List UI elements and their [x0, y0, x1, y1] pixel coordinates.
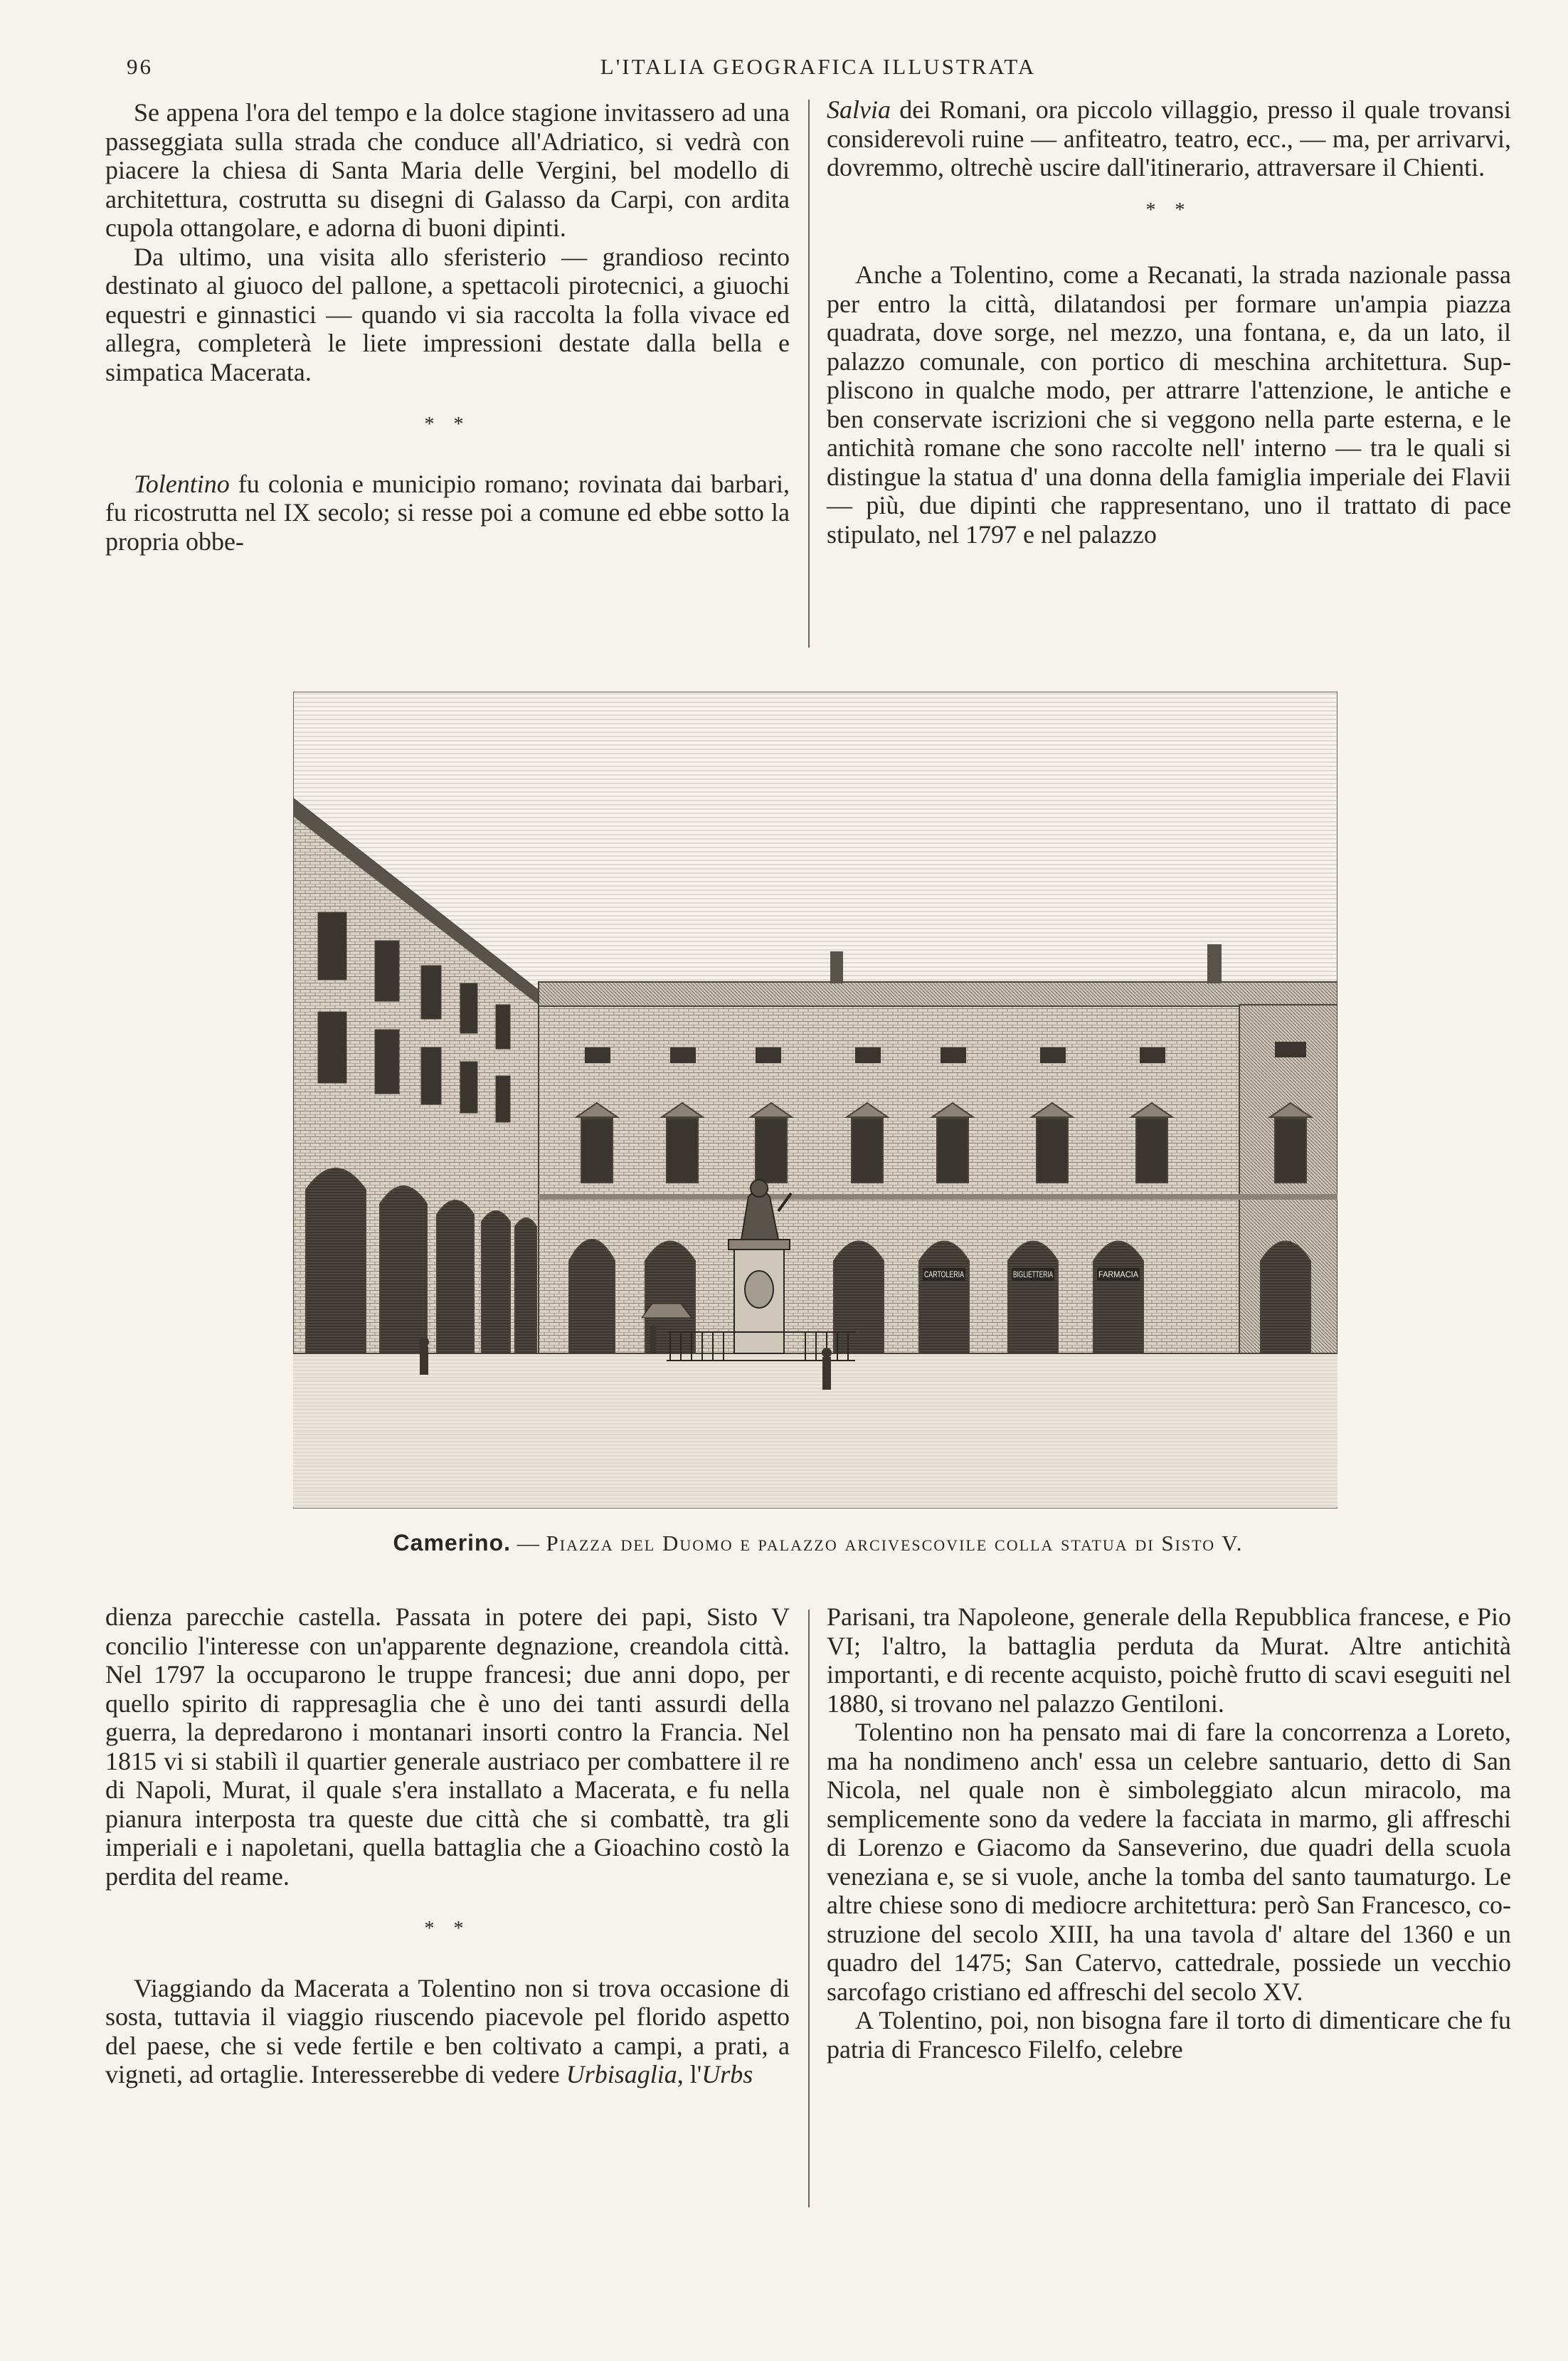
paragraph-text: Viaggiando da Macerata a Tolentino non si trova occasione di sosta, tuttavia il viaggio riuscendo piacevole pel florido aspetto del paese, che si vede fertile e ben coltivato a campi, a prati, a vigneti, ad ortaglie. Interesserebbe di vedere — [105, 1973, 790, 2088]
chimney — [830, 951, 843, 983]
column-divider — [808, 100, 810, 648]
paragraph: Se appena l'ora del tempo e la dolce stagione invitassero ad una passeggiata sulla strada che conduce all'Adriatico, si vedrà con piacere la chiesa di Santa Maria delle Vergini, bel modello di architettura, costrutta su disegni di Galasso da Carpi, con ardita cupola ottangolare, e adorna di buoni dipinti. — [105, 98, 790, 242]
paragraph: Da ultimo, una visita allo sferisterio — grandioso recinto destinato al giuoco del pallone, a spettacoli pirotecnici, a giuochi equestri e ginnastici — quando vi sia raccolta la folla vivace ed allegra, completerà le liete impressioni destate dalla bella e simpatica Macerata. — [105, 242, 790, 386]
section-asterism: * * — [424, 413, 471, 435]
paragraph — [827, 95, 1511, 182]
column-bottom-right — [827, 1602, 1511, 2064]
italic-place-name: Urbisaglia — [566, 2060, 677, 2088]
figure-caption — [121, 1530, 1515, 1556]
paragraph — [105, 470, 790, 556]
string-course — [539, 1194, 1337, 1200]
column-top-right — [827, 95, 1511, 549]
paragraph — [105, 1974, 790, 2089]
running-title: L'ITALIA GEOGRAFICA ILLUSTRATA — [600, 54, 1037, 79]
paragraph: Parisani, tra Napoleone, generale della Repubblica francese, e Pio VI; l'altro, la battaglia perduta da Murat. Altre antichità importanti, e di recente acquisto, poichè frutto di scavi eseguiti nel 1880, si trovano nel palazzo Gentiloni. — [827, 1602, 1511, 1718]
italic-place-name: Salvia — [827, 95, 891, 124]
shop-sign-1: CARTOLERIA — [924, 1269, 964, 1279]
shop-signs — [923, 1268, 1140, 1281]
paragraph-text: dei Romani, ora piccolo villaggio, presso il quale trovansi considerevoli ruine — anfiteatro, teatro, ecc., — ma, per arrivarvi, dovremmo, oltrechè uscire dall'itinerario, attraversare il Chienti. — [827, 95, 1511, 181]
paragraph: A Tolentino, poi, non bisogna fare il torto di dimenticare che fu patria di Francesco Filelfo, celebre — [827, 2006, 1511, 2064]
paragraph: Anche a Tolentino, come a Recanati, la strada nazionale passa per entro la città, dilatandosi per formare un'ampia piazza quadrata, dove sorge, nel mezzo, una fontana, e, da un lato, il palazzo comunale, con portico di meschina architettura. Suppliscono in qualche modo, per attrarre l'attenzione, le antiche e ben conservate iscrizioni che si veggono nella parte esterna, e le antichità romane che sono raccolte nell' interno — tra le quali si distingue la statua d' una donna della famiglia imperiale dei Flavii — più, due dipinti che rappresentano, uno il trattato di pace stipulato, nel 1797 e nel palazzo — [827, 260, 1511, 549]
chimney — [1207, 944, 1222, 983]
column-divider — [808, 1610, 810, 2207]
page-number: 96 — [127, 54, 153, 79]
paragraph: dienza parecchie castella. Passata in potere dei papi, Sisto V concilio l'interesse con un'apparente degnazione, creandola città. Nel 1797 la occuparono le truppe francesi; due anni dopo, per quello spirito di rappresaglia che è uno dei tanti assurdi della guerra, la depredarono i montanari insorti contro la Francia. Nel 1815 vi si stabilì il quartier generale austriaco per combattere il re di Napoli, Murat, il quale s'era installato a Macerata, e fu nella pianura interposta tra queste due città che si combattè, tra gli imperiali e i napoletani, quella battaglia che a Gioachino costò la perdita del reame. — [105, 1602, 790, 1891]
italic-place-name: Urbs — [701, 2060, 753, 2088]
column-bottom-left — [105, 1602, 790, 2089]
caption-place: Camerino. — [393, 1530, 512, 1555]
page-header — [121, 54, 1515, 83]
italic-place-name: Tolentino — [134, 469, 230, 498]
paragraph-text: fu colonia e municipio romano; rovinata dai barbari, fu ricostrutta nel IX secolo; si resse poi a comune ed ebbe sotto la propria obbe- — [105, 469, 790, 556]
palazzo-roofline — [539, 982, 1337, 1006]
piazza-ground — [293, 1353, 1337, 1507]
caption-dash: — — [511, 1531, 546, 1555]
shop-sign-3: FARMACIA — [1098, 1269, 1138, 1279]
shop-sign-2: BIGLIETTERIA — [1013, 1269, 1053, 1279]
paragraph: Tolentino non ha pensato mai di fare la concorrenza a Loreto, ma ha nondimeno anch' essa un celebre santuario, detto di San Nicola, nel quale non è simboleggiato alcun miracolo, ma semplicemente sono da vedere la facciata in marmo, gli affreschi di Lorenzo e Giacomo da Sanseverino, due quadri della scuola veneziana e, se si vuole, anche la tomba del santo taumaturgo. Le altre chiese sono di mediocre architettura: però San Francesco, costruzione del secolo XIII, ha una tavola d' altare del 1360 e un quadro del 1475; San Catervo, cattedrale, possiede un vecchio sarcofago cristiano ed affreschi del secolo XV. — [827, 1718, 1511, 2006]
caption-description: Piazza del Duomo e palazzo arcivescovile colla statua di Sisto V. — [546, 1531, 1244, 1555]
section-asterism: * * — [424, 1918, 471, 1940]
column-top-left — [105, 98, 790, 556]
section-asterism: * * — [1145, 199, 1192, 221]
engraving-piazza-camerino — [293, 692, 1337, 1509]
paragraph-text: , l' — [677, 2060, 702, 2088]
